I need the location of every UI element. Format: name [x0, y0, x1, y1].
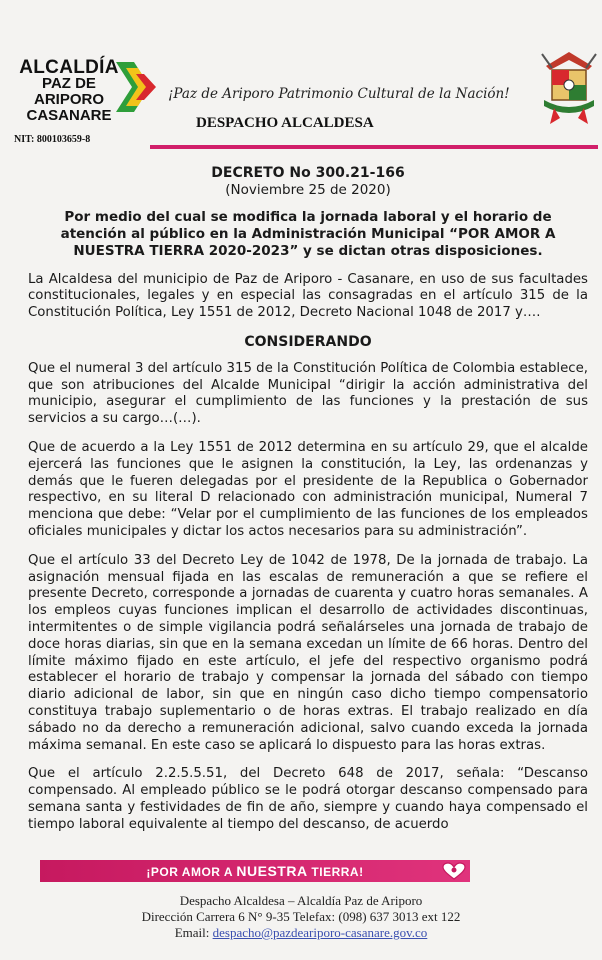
considerando-heading: CONSIDERANDO: [244, 333, 372, 350]
coat-of-arms-icon: [538, 48, 600, 126]
tax-id: NIT: 800103659-8: [14, 134, 91, 145]
footer-email-line: [0, 925, 602, 941]
municipality-logo-text: [14, 57, 124, 124]
slogan-banner: [40, 860, 470, 882]
footer-address: Dirección Carrera 6 N° 9-35 Telefax: (098) 637 3013 ext 122: [141, 909, 461, 924]
decree-date: (Noviembre 25 de 2020): [225, 181, 391, 198]
email-link[interactable]: despacho@pazdeariporo-casanare.gov.co: [212, 925, 428, 940]
decree-subject: Por medio del cual se modifica la jornada laboral y el horario de atención al público en la Administración Municipal “POR AMOR A NUESTRA TIERRA 2020-2023” y se dictan otras disposiciones.: [60, 208, 556, 259]
decree-title: DECRETO No 300.21-166: [211, 165, 405, 181]
intro-paragraph: La Alcaldesa del municipio de Paz de Ariporo - Casanare, en uso de sus facultades constitucionales, legales y en especial las consagradas en el artículo 315 de la Constitución Política, Ley 1551 de 2012, Decreto Nacional 1048 de 2017 y….: [28, 271, 588, 321]
slogan-part: ¡POR AMOR A: [146, 865, 237, 879]
considerando-paragraph: Que el artículo 2.2.5.5.51, del Decreto 648 de 2017, señala: “Descanso compensado. Al empleado público se le podrá otorgar descanso compensado para semana santa y festividades de fin de año, siempre y cuando haya compensado el tiempo laboral equivalente al tiempo del descanso, de acuerdo: [28, 766, 588, 832]
considerando-paragraph: Que de acuerdo a la Ley 1551 de 2012 determina en su artículo 29, que el alcalde ejercerá las funciones que le asignen la constitución, la Ley, las ordenanzas y demás que le fueren delegadas por el presidente de la Republica o Gobernador respectivo, en su literal D relacionado con administración municipal, Numeral 7 menciona que debe: “Velar por el cumplimiento de las funciones de los empleados oficiales municipales y dictar los actos necesarios para su administración”.: [28, 439, 588, 539]
letterhead: [0, 0, 602, 150]
considerando-paragraph: Que el numeral 3 del artículo 315 de la Constitución Política de Colombia establece, que son atribuciones del Alcalde Municipal “dirigir la acción administrativa del municipio, asegurar el cumplimiento de las funciones y la prestación de sus servicios a su cargo…(…).: [28, 360, 588, 427]
logo-line-alcaldia: ALCALDÍA: [19, 57, 119, 78]
decree-body: [28, 165, 588, 834]
email-label: Email:: [174, 925, 213, 940]
office-name: DESPACHO ALCALDESA: [196, 115, 374, 131]
municipal-motto: ¡Paz de Ariporo Patrimonio Cultural de la Nación!: [168, 86, 510, 102]
footer-office: Despacho Alcaldesa – Alcaldía Paz de Ariporo: [179, 893, 423, 908]
slogan-part: TIERRA!: [307, 865, 364, 879]
letterhead-footer: [0, 893, 602, 941]
heart-logo-icon: [442, 862, 466, 880]
logo-line-department: CASANARE: [26, 107, 112, 124]
considerando-paragraph: Que el artículo 33 del Decreto Ley de 1042 de 1978, De la jornada de trabajo. La asignación mensual fijada en las escalas de remuneración a que se refiere el presente Decreto, corresponde a jornadas de cuarenta y cuatro horas semanales. A los empleos cuyas funciones implican el desarrollo de actividades discontinuas, intermitentes o de simple vigilancia podrá señalárseles una jornada de trabajo de doce horas diarias, sin que en la semana excedan un límite de 66 horas. Dentro del límite máximo fijado en este artículo, el jefe del respectivo organismo podrá establecer el horario de trabajo y compensar la jornada del sábado con tiempo diario adicional de labor, sin que en ningún caso dicho tiempo compensatorio constituya trabajo suplementario o de horas extras. El trabajo realizado en día sábado no da derecho a remuneración adicional, salvo cuando exceda la jornada máxima semanal. En este caso se aplicará lo dispuesto para las horas extras.: [28, 552, 588, 753]
logo-line-municipality: PAZ DE ARIPORO: [33, 75, 104, 108]
slogan-emphasis: NUESTRA: [236, 863, 308, 879]
header-divider: [150, 145, 598, 149]
logo-chevron-icon: [116, 62, 158, 112]
